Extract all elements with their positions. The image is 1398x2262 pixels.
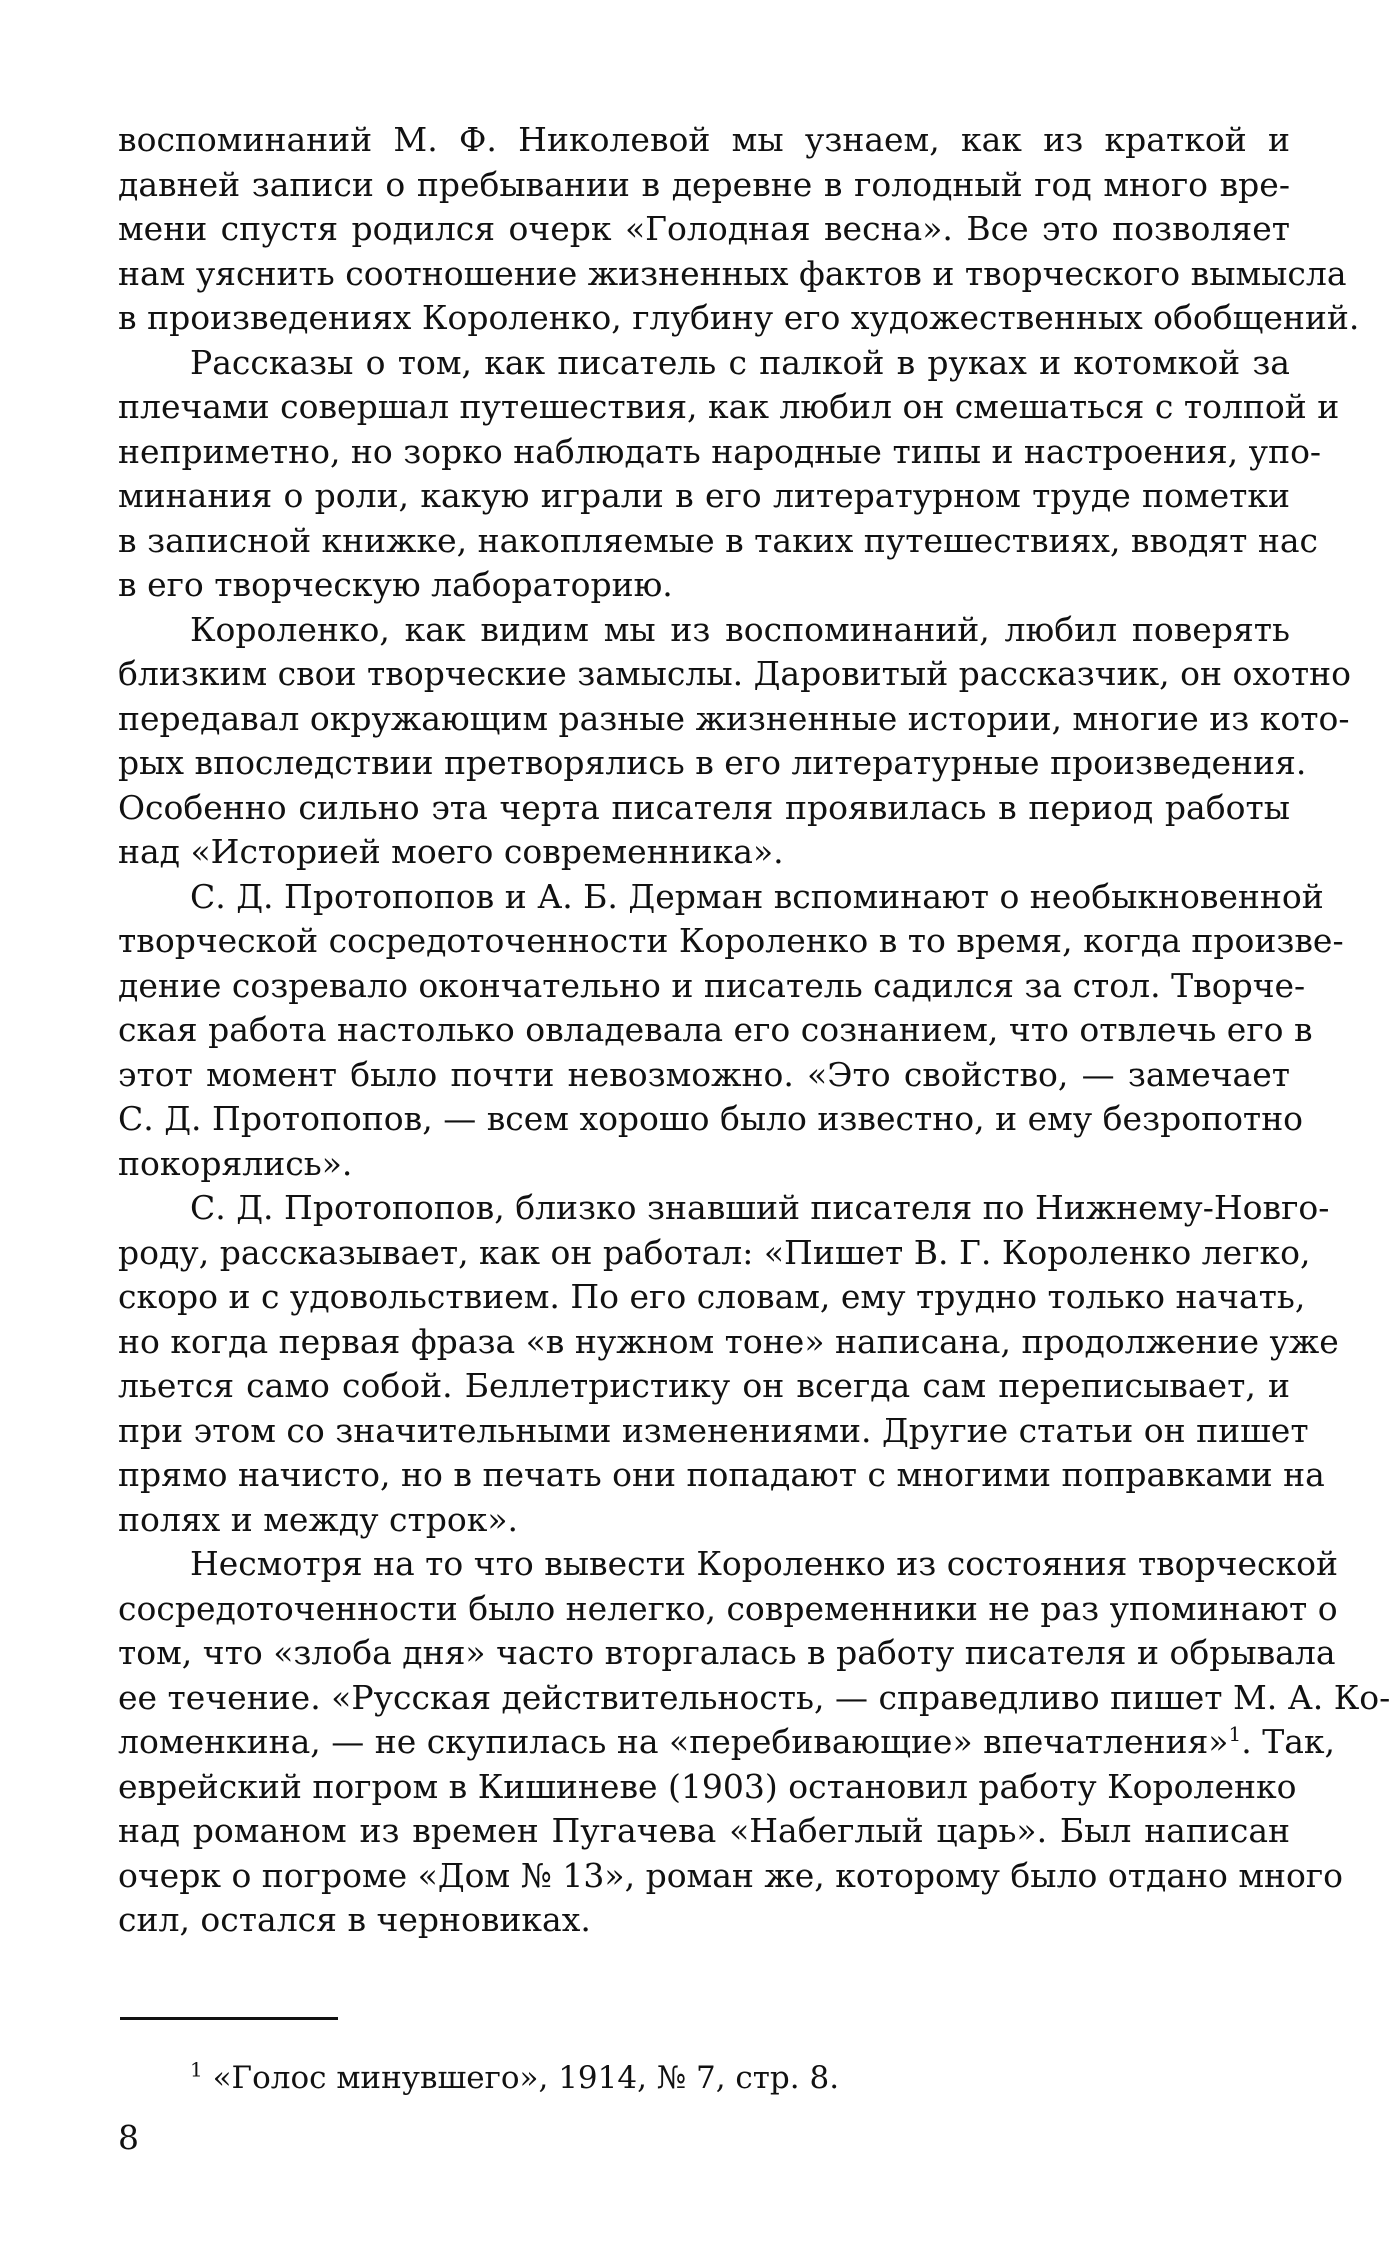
text-line: воспоминаний М. Ф. Николевой мы узнаем, как из краткой и bbox=[118, 120, 1290, 159]
text-line: над романом из времен Пугачева «Набеглый царь». Был написан bbox=[118, 1811, 1290, 1850]
text-line: льется само собой. Беллетристику он всегда сам переписывает, и bbox=[118, 1366, 1290, 1405]
text-line: рых впоследствии претворялись в его литературные произведения. bbox=[118, 743, 1307, 782]
text-line: в его творческую лабораторию. bbox=[118, 565, 673, 604]
paragraph-1 bbox=[118, 118, 1360, 341]
footnote-reference[interactable]: 1 bbox=[1228, 1722, 1242, 1746]
paragraph-2 bbox=[118, 341, 1340, 608]
footnote-text: «Голос минувшего», 1914, № 7, стр. 8. bbox=[212, 2060, 840, 2096]
paragraph-4 bbox=[118, 875, 1344, 1187]
paragraph-3 bbox=[118, 608, 1351, 875]
text-line: в записной книжке, накопляемые в таких путешествиях, вводят нас bbox=[118, 520, 1318, 560]
text-line: ская работа настолько овладевала его сознанием, что отвлечь его в bbox=[118, 1010, 1313, 1049]
text-line: роду, рассказывает, как он работал: «Пишет В. Г. Короленко легко, bbox=[118, 1232, 1311, 1272]
text-line: Несмотря на то что вывести Короленко из состояния творческой bbox=[190, 1544, 1338, 1583]
footnote bbox=[190, 2058, 839, 2098]
text-line: над «Историей моего современника». bbox=[118, 832, 784, 871]
line-text: ломенкина, — не скупилась на «перебивающие» впечатления» bbox=[118, 1722, 1229, 1761]
text-line bbox=[118, 1720, 1335, 1765]
text-line: Рассказы о том, как писатель с палкой в руках и котомкой за bbox=[190, 342, 1290, 382]
text-line: Особенно сильно эта черта писателя проявилась в период работы bbox=[118, 787, 1290, 827]
page-number: 8 bbox=[118, 2118, 139, 2157]
text-line: неприметно, но зорко наблюдать народные типы и настроения, упо- bbox=[118, 431, 1322, 471]
text-line: при этом со значительными изменениями. Другие статьи он пишет bbox=[118, 1410, 1309, 1450]
text-line: творческой сосредоточенности Короленко в то время, когда произве- bbox=[118, 921, 1344, 960]
text-line: близким свои творческие замыслы. Даровитый рассказчик, он охотно bbox=[118, 654, 1351, 693]
text-line: мени спустя родился очерк «Голодная весна». Все это позволяет bbox=[118, 209, 1290, 248]
footnote-divider bbox=[120, 2017, 338, 2020]
body-text bbox=[118, 118, 1391, 1943]
text-line: том, что «злоба дня» часто вторгалась в работу писателя и обрывала bbox=[118, 1633, 1336, 1672]
text-line: передавал окружающим разные жизненные истории, многие из кото- bbox=[118, 698, 1350, 738]
line-text-after-ref: . Так, bbox=[1241, 1722, 1335, 1761]
text-line: Короленко, как видим мы из воспоминаний, любил поверять bbox=[190, 609, 1290, 649]
text-line: С. Д. Протопопов, близко знавший писателя по Нижнему-Новго- bbox=[190, 1188, 1330, 1227]
paragraph-6 bbox=[118, 1542, 1391, 1943]
text-line: нам уяснить соотношение жизненных фактов и творческого вымысла bbox=[118, 253, 1347, 293]
text-line: ее течение. «Русская действительность, — справедливо пишет М. А. Ко- bbox=[118, 1677, 1391, 1717]
paragraph-5 bbox=[118, 1186, 1339, 1542]
text-line: прямо начисто, но в печать они попадают с многими поправками на bbox=[118, 1455, 1325, 1494]
text-line: полях и между строк». bbox=[118, 1499, 519, 1539]
text-line: скоро и с удовольствием. По его словам, ему трудно только начать, bbox=[118, 1277, 1306, 1316]
text-line: еврейский погром в Кишиневе (1903) остановил работу Короленко bbox=[118, 1766, 1297, 1806]
text-line: С. Д. Протопопов, — всем хорошо было известно, и ему безропотно bbox=[118, 1099, 1304, 1138]
text-line: сил, остался в черновиках. bbox=[118, 1900, 591, 1939]
text-line: дение созревало окончательно и писатель садился за стол. Творче- bbox=[118, 965, 1306, 1005]
text-line: этот момент было почти невозможно. «Это свойство, — замечает bbox=[118, 1054, 1290, 1094]
text-line: сосредоточенности было нелегко, современники не раз упоминают о bbox=[118, 1588, 1338, 1628]
text-line: давней записи о пребывании в деревне в голодный год много вре- bbox=[118, 164, 1290, 204]
footnote-marker: 1 bbox=[190, 2057, 203, 2082]
text-line: С. Д. Протопопов и А. Б. Дерман вспоминают о необыкновенной bbox=[190, 876, 1324, 916]
text-line: покорялись». bbox=[118, 1143, 353, 1183]
text-line: в произведениях Короленко, глубину его художественных обобщений. bbox=[118, 298, 1360, 337]
text-line: плечами совершал путешествия, как любил он смешаться с толпой и bbox=[118, 387, 1340, 426]
text-line: очерк о погроме «Дом № 13», роман же, которому было отдано много bbox=[118, 1855, 1344, 1895]
text-line: но когда первая фраза «в нужном тоне» написана, продолжение уже bbox=[118, 1321, 1339, 1361]
text-line: минания о роли, какую играли в его литературном труде пометки bbox=[118, 476, 1290, 515]
